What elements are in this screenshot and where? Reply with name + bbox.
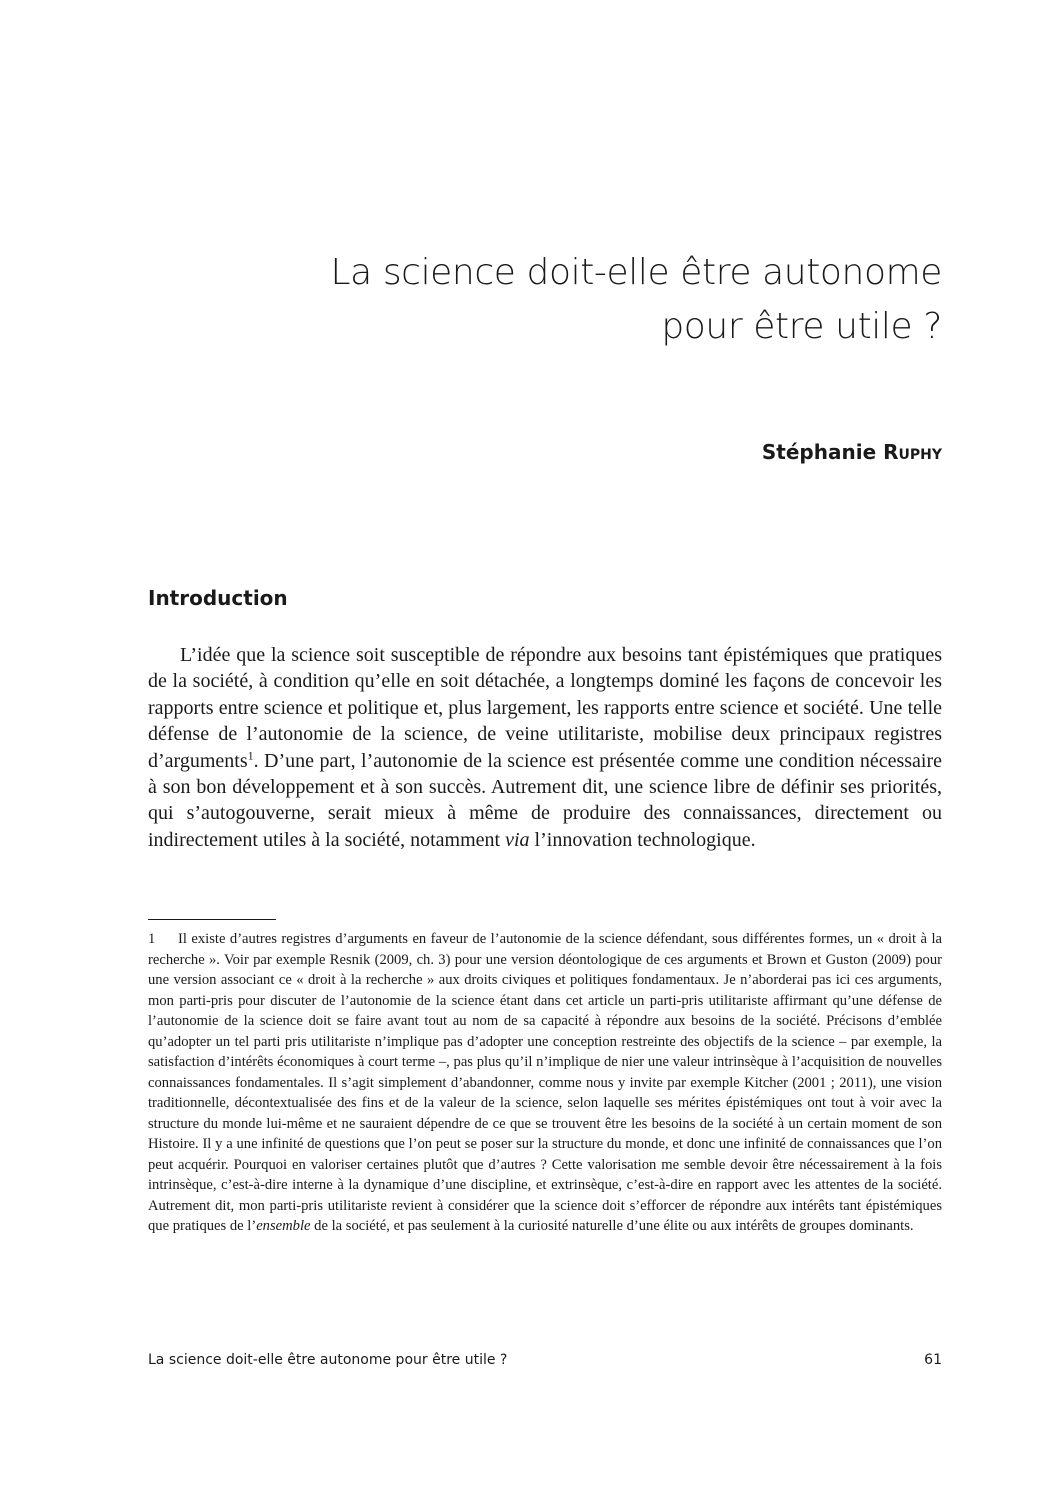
section-heading: Introduction (148, 586, 288, 610)
chapter-title (148, 246, 942, 354)
footnote-text-part-1: Il existe d’autres registres d’arguments en faveur de l’autonomie de la science défendant, sous différentes formes, un « droit à la recherche ». Voir par exemple Resnik (2009, ch. 3) pour une version déontologique de ces arguments et Brown et Guston (2009) pour une version associant ce « droit à la recherche » aux droits civiques et politiques fondamentaux. Je n’aborderai pas ici ces arguments, mon parti-pris pour discuter de l’autonomie de la science étant dans cet article un parti-pris utilitariste affirmant qu’une défense de l’autonomie de la science doit se faire avant tout au nom de sa capacité à répondre aux besoins de la société. Précisons d’emblée qu’adopter un tel parti pris utilitariste n’implique pas d’adopter une conception restreinte des objectifs de la science – par exemple, la satisfaction d’intérêts économiques à court terme –, pas plus qu’il n’implique de nier une valeur intrinsèque à l’acquisition de nouvelles connaissances fondamentales. Il s’agit simplement d’abandonner, comme nous y invite par exemple Kitcher (2001 ; 2011), une vision traditionnelle, décontextualisée des fins et de la valeur de la science, selon laquelle ses mérites épistémiques ont tout à voir avec la structure du monde lui-même et ne sauraient dépendre de ce que se trouvent être les besoins de la société à un certain moment de son Histoire. Il y a une infinité de questions que l’on peut se poser sur la structure du monde, et donc une infinité de connaissances que l’on peut acquérir. Pourquoi en valoriser certaines plutôt que d’autres ? Cette valorisation me semble devoir être nécessairement à la fois intrinsèque, c’est-à-dire interne à la dynamique d’une discipline, et extrinsèque, c’est-à-dire en rapport avec les attentes de la société. Autrement dit, mon parti-pris utilitariste revient à considérer que la science doit s’efforcer de répondre aux intérêts tant épistémiques que pratiques de l’ (148, 931, 942, 1234)
footnote-number: 1 (148, 931, 156, 947)
footnote-reference[interactable]: 1 (247, 747, 254, 762)
author-first-name: Stéphanie (761, 440, 877, 464)
body-text-part-1: L’idée que la science soit susceptible de répondre aux besoins tant épistémiques que pratiques de la société, à condition qu’elle en soit détachée, a longtemps dominé les façons de concevoir les rapports entre science et politique et, plus largement, les rapports entre science et société. Une telle défense de l’autonomie de la science, de veine utilitariste, mobilise deux principaux registres d’arguments (148, 644, 942, 772)
body-paragraph (148, 642, 942, 853)
chapter-title-line-1: La science doit-elle être autonome (330, 252, 942, 293)
author-last-name: Ruphy (883, 440, 942, 464)
page-number: 61 (924, 1352, 942, 1368)
footnote-text-part-2: de la société, et pas seulement à la curiosité naturelle d’une élite ou aux intérêts de groupes dominants. (310, 1218, 914, 1234)
chapter-title-line-2: pour être utile ? (661, 306, 942, 347)
footnote-text-italic: ensemble (256, 1218, 311, 1234)
footnote-separator (148, 919, 276, 920)
running-footer-title: La science doit-elle être autonome pour être utile ? (148, 1352, 508, 1368)
body-text-part-3: l’innovation technologique. (529, 828, 756, 851)
author-name (762, 440, 942, 464)
body-text-part-2: . D’une part, l’autonomie de la science est présentée comme une condition nécessaire à son bon développement et à son succès. Autrement dit, une science libre de définir ses priorités, qui s’autogouverne, serait mieux à même de produire des connaissances, directement ou indirectement utiles à la société, notamment (148, 749, 942, 851)
footnote (148, 929, 942, 1237)
body-text-italic: via (505, 828, 530, 851)
